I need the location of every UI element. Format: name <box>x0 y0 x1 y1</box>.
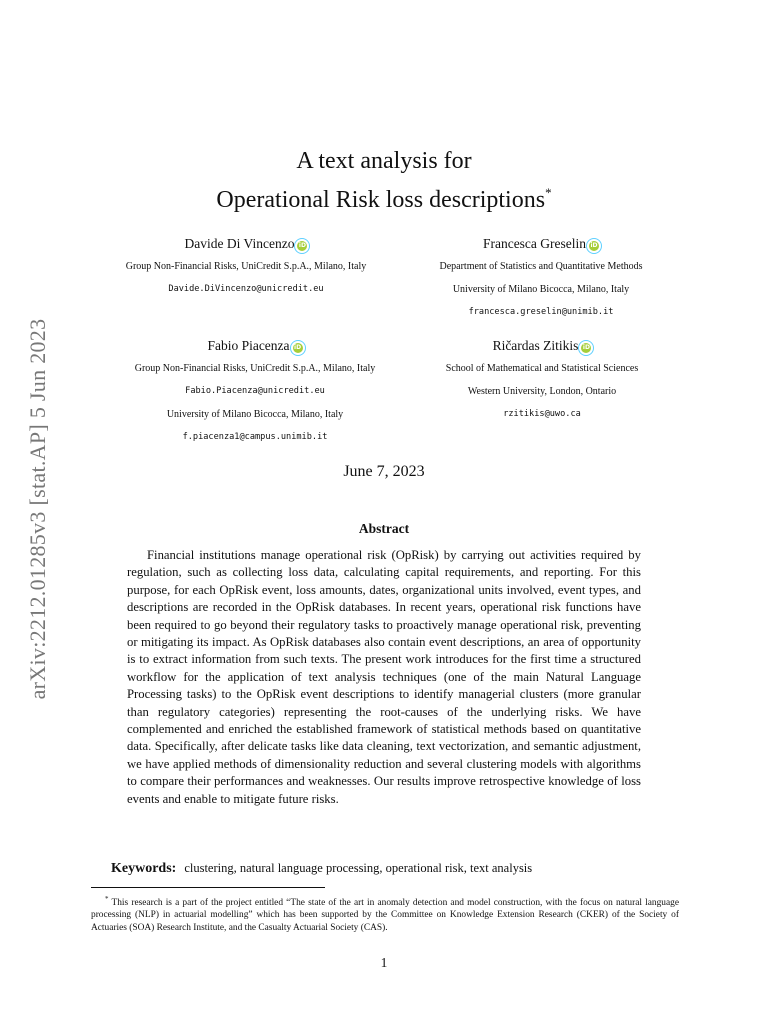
author-affiliation: University of Milano Bicocca, Milano, Italy <box>452 284 630 295</box>
abstract-body: Financial institutions manage operational risk (OpRisk) by carrying out activities required by regulation, such as collecting loss data, calculating capital requirements, and reporting. For this purpose, for each OpRisk event, loss amounts, dates, organizational units involved, event types, and descriptions are recorded in the OpRisk databases. In recent years, operational risk functions have been required to go beyond their regulatory tasks to proactively manage operational risk, preventing or mitigating its impact. As OpRisk databases also contain event descriptions, an area of opportunity is to extract information from such texts. The present work introduces for the first time a structured workflow for the application of text analysis techniques (one of the main Natural Language Processing tasks) to the OpRisk event descriptions to identify managerial clusters (more granular than regulatory categories) representing the root-causes of the underlying risks. We have complemented and enriched the established framework of statistical methods based on quantitative data. Specifically, after delicate tasks like data cleaning, text vectorization, and semantic adjustment, we have applied methods of dimensionality reduction and several clustering models with algorithms to compare their performances and weaknesses. Our results improve retrospective knowledge of loss events and enable to mitigate future risks. <box>127 548 641 806</box>
author-block-4 <box>410 335 674 426</box>
paper-title <box>0 145 768 216</box>
author-affiliation: Group Non-Financial Risks, UniCredit S.p.A., Milano, Italy <box>134 363 376 374</box>
orcid-icon[interactable]: iD <box>590 242 598 249</box>
page-number: 1 <box>380 955 388 970</box>
abstract-heading: Abstract <box>358 521 410 536</box>
paper-date: June 7, 2023 <box>343 463 425 480</box>
footnote <box>91 893 679 934</box>
author-name: Fabio Piacenza iD <box>207 338 302 353</box>
author-affiliation: University of Milano Bicocca, Milano, Italy <box>166 409 344 420</box>
author-name: Davide Di Vincenzo iD <box>184 236 306 251</box>
author-email[interactable]: Fabio.Piacenza@unicredit.eu <box>185 386 325 396</box>
keywords-label: Keywords: <box>111 861 177 876</box>
title-line-2: Operational Risk loss descriptions* <box>216 185 552 213</box>
author-email[interactable]: Davide.DiVincenzo@unicredit.eu <box>168 284 324 294</box>
author-affiliation: Department of Statistics and Quantitative Methods <box>439 261 643 272</box>
keywords <box>111 861 671 877</box>
orcid-icon[interactable]: iD <box>294 344 302 351</box>
author-block-2 <box>398 233 684 324</box>
author-email[interactable]: rzitikis@uwo.ca <box>503 409 581 419</box>
arxiv-stamp-text: arXiv:2212.01285v3 [stat.AP] 5 Jun 2023 <box>25 318 50 700</box>
author-name: Ričardas Zitikis iD <box>492 338 590 353</box>
footnote-marker: * <box>105 895 109 903</box>
title-line-1: A text analysis for <box>296 148 472 174</box>
author-block-1 <box>95 233 397 301</box>
keywords-text: clustering, natural language processing, operational risk, text analysis <box>184 861 533 875</box>
orcid-icon[interactable]: iD <box>298 242 306 249</box>
footnote-rule <box>91 887 325 888</box>
author-email[interactable]: f.piacenza1@campus.unimib.it <box>182 432 328 442</box>
author-email[interactable]: francesca.greselin@unimib.it <box>468 307 614 317</box>
author-affiliation: School of Mathematical and Statistical Sciences <box>445 363 639 374</box>
author-affiliation: Group Non-Financial Risks, UniCredit S.p.A., Milano, Italy <box>125 261 367 272</box>
author-block-3 <box>105 335 405 449</box>
footnote-text: This research is a part of the project entitled “The state of the art in anomaly detection and model construction, with the focus on natural language processing (NLP) in actuarial modelling” which has been supported by the Committee on Knowledge Extension Research (CKER) of the Society of Actuaries (SOA) Research Institute, and the Casualty Actuarial Society (CAS). <box>91 898 679 933</box>
author-name: Francesca Greselin iD <box>482 236 598 251</box>
arxiv-stamp <box>10 283 66 735</box>
author-affiliation: Western University, London, Ontario <box>467 386 617 397</box>
title-footnote-marker: * <box>545 185 552 200</box>
orcid-icon[interactable]: iD <box>582 344 590 351</box>
